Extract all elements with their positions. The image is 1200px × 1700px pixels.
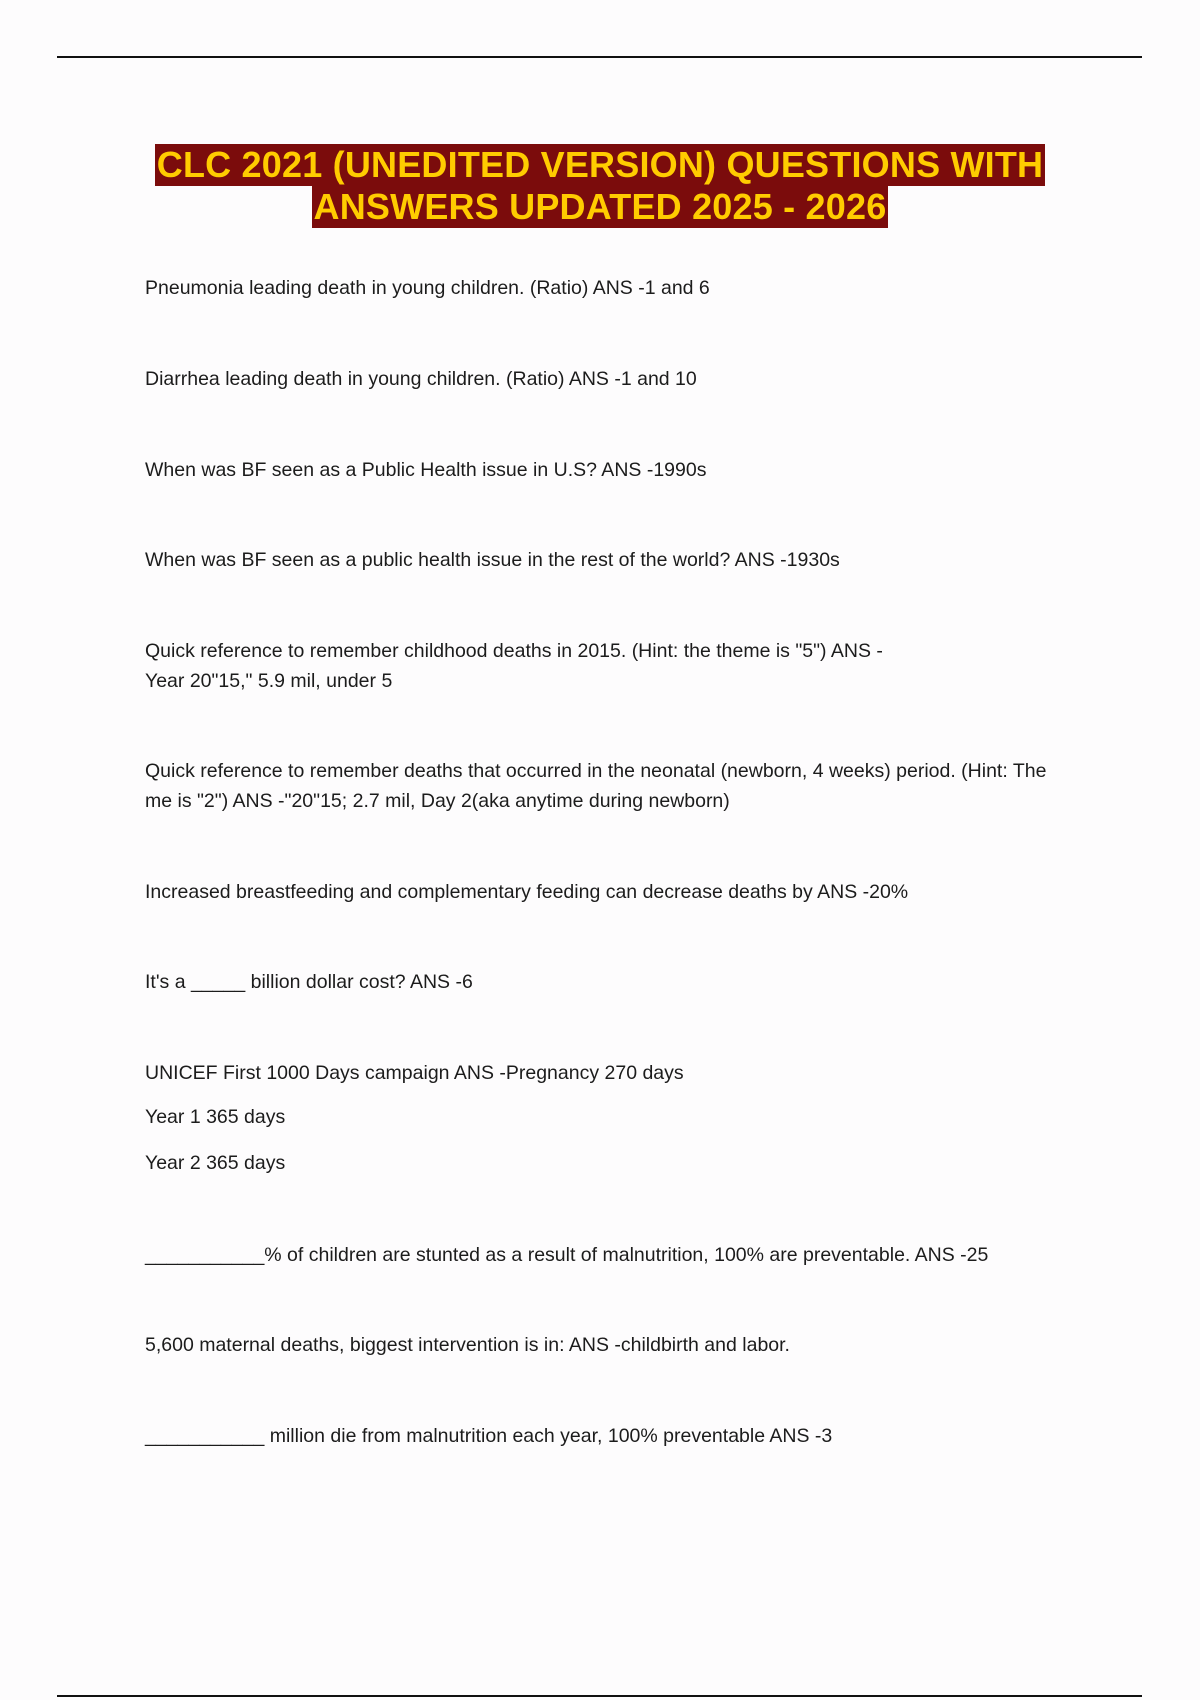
qa-item bbox=[145, 967, 1085, 997]
qa-item bbox=[145, 545, 1085, 575]
title-line-1: CLC 2021 (UNEDITED VERSION) QUESTIONS WITH bbox=[156, 144, 1044, 185]
qa-text: 5,600 maternal deaths, biggest intervention is in: ANS -childbirth and labor. bbox=[145, 1334, 790, 1356]
qa-text: Year 1 365 days bbox=[145, 1106, 286, 1128]
qa-text: ___________% of children are stunted as a result of malnutrition, 100% are preventable. ANS -25 bbox=[145, 1244, 989, 1266]
qa-item bbox=[145, 273, 1085, 303]
qa-text: Increased breastfeeding and complementary feeding can decrease deaths by ANS -20% bbox=[145, 881, 909, 903]
qa-item bbox=[145, 1330, 1085, 1360]
qa-item bbox=[145, 636, 1085, 696]
top-rule bbox=[57, 56, 1142, 58]
qa-text: When was BF seen as a public health issue in the rest of the world? ANS -1930s bbox=[145, 549, 840, 571]
qa-item bbox=[145, 1240, 1085, 1270]
qa-text: me is "2") ANS -"20"15; 2.7 mil, Day 2(aka anytime during newborn) bbox=[145, 790, 730, 812]
qa-text: When was BF seen as a Public Health issue in U.S? ANS -1990s bbox=[145, 459, 707, 481]
document-title bbox=[0, 144, 1200, 228]
qa-text: Quick reference to remember deaths that occurred in the neonatal (newborn, 4 weeks) period. (Hint: The bbox=[145, 760, 1047, 782]
qa-item bbox=[145, 364, 1085, 394]
qa-text: UNICEF First 1000 Days campaign ANS -Pregnancy 270 days bbox=[145, 1062, 684, 1084]
qa-text: Year 2 365 days bbox=[145, 1152, 286, 1174]
qa-item bbox=[145, 756, 1085, 816]
qa-item bbox=[145, 1058, 1085, 1178]
qa-text: ___________ million die from malnutrition each year, 100% preventable ANS -3 bbox=[145, 1425, 833, 1447]
qa-item bbox=[145, 455, 1085, 485]
bottom-rule bbox=[57, 1695, 1142, 1697]
qa-text: Quick reference to remember childhood deaths in 2015. (Hint: the theme is "5") ANS - bbox=[145, 640, 883, 662]
qa-text: Pneumonia leading death in young children. (Ratio) ANS -1 and 6 bbox=[145, 277, 710, 299]
qa-item bbox=[145, 877, 1085, 907]
qa-text: It's a _____ billion dollar cost? ANS -6 bbox=[145, 971, 473, 993]
qa-text: Year 20"15," 5.9 mil, under 5 bbox=[145, 670, 393, 692]
qa-text: Diarrhea leading death in young children. (Ratio) ANS -1 and 10 bbox=[145, 368, 697, 390]
title-line-2: ANSWERS UPDATED 2025 - 2026 bbox=[313, 186, 887, 227]
qa-item bbox=[145, 1421, 1085, 1451]
